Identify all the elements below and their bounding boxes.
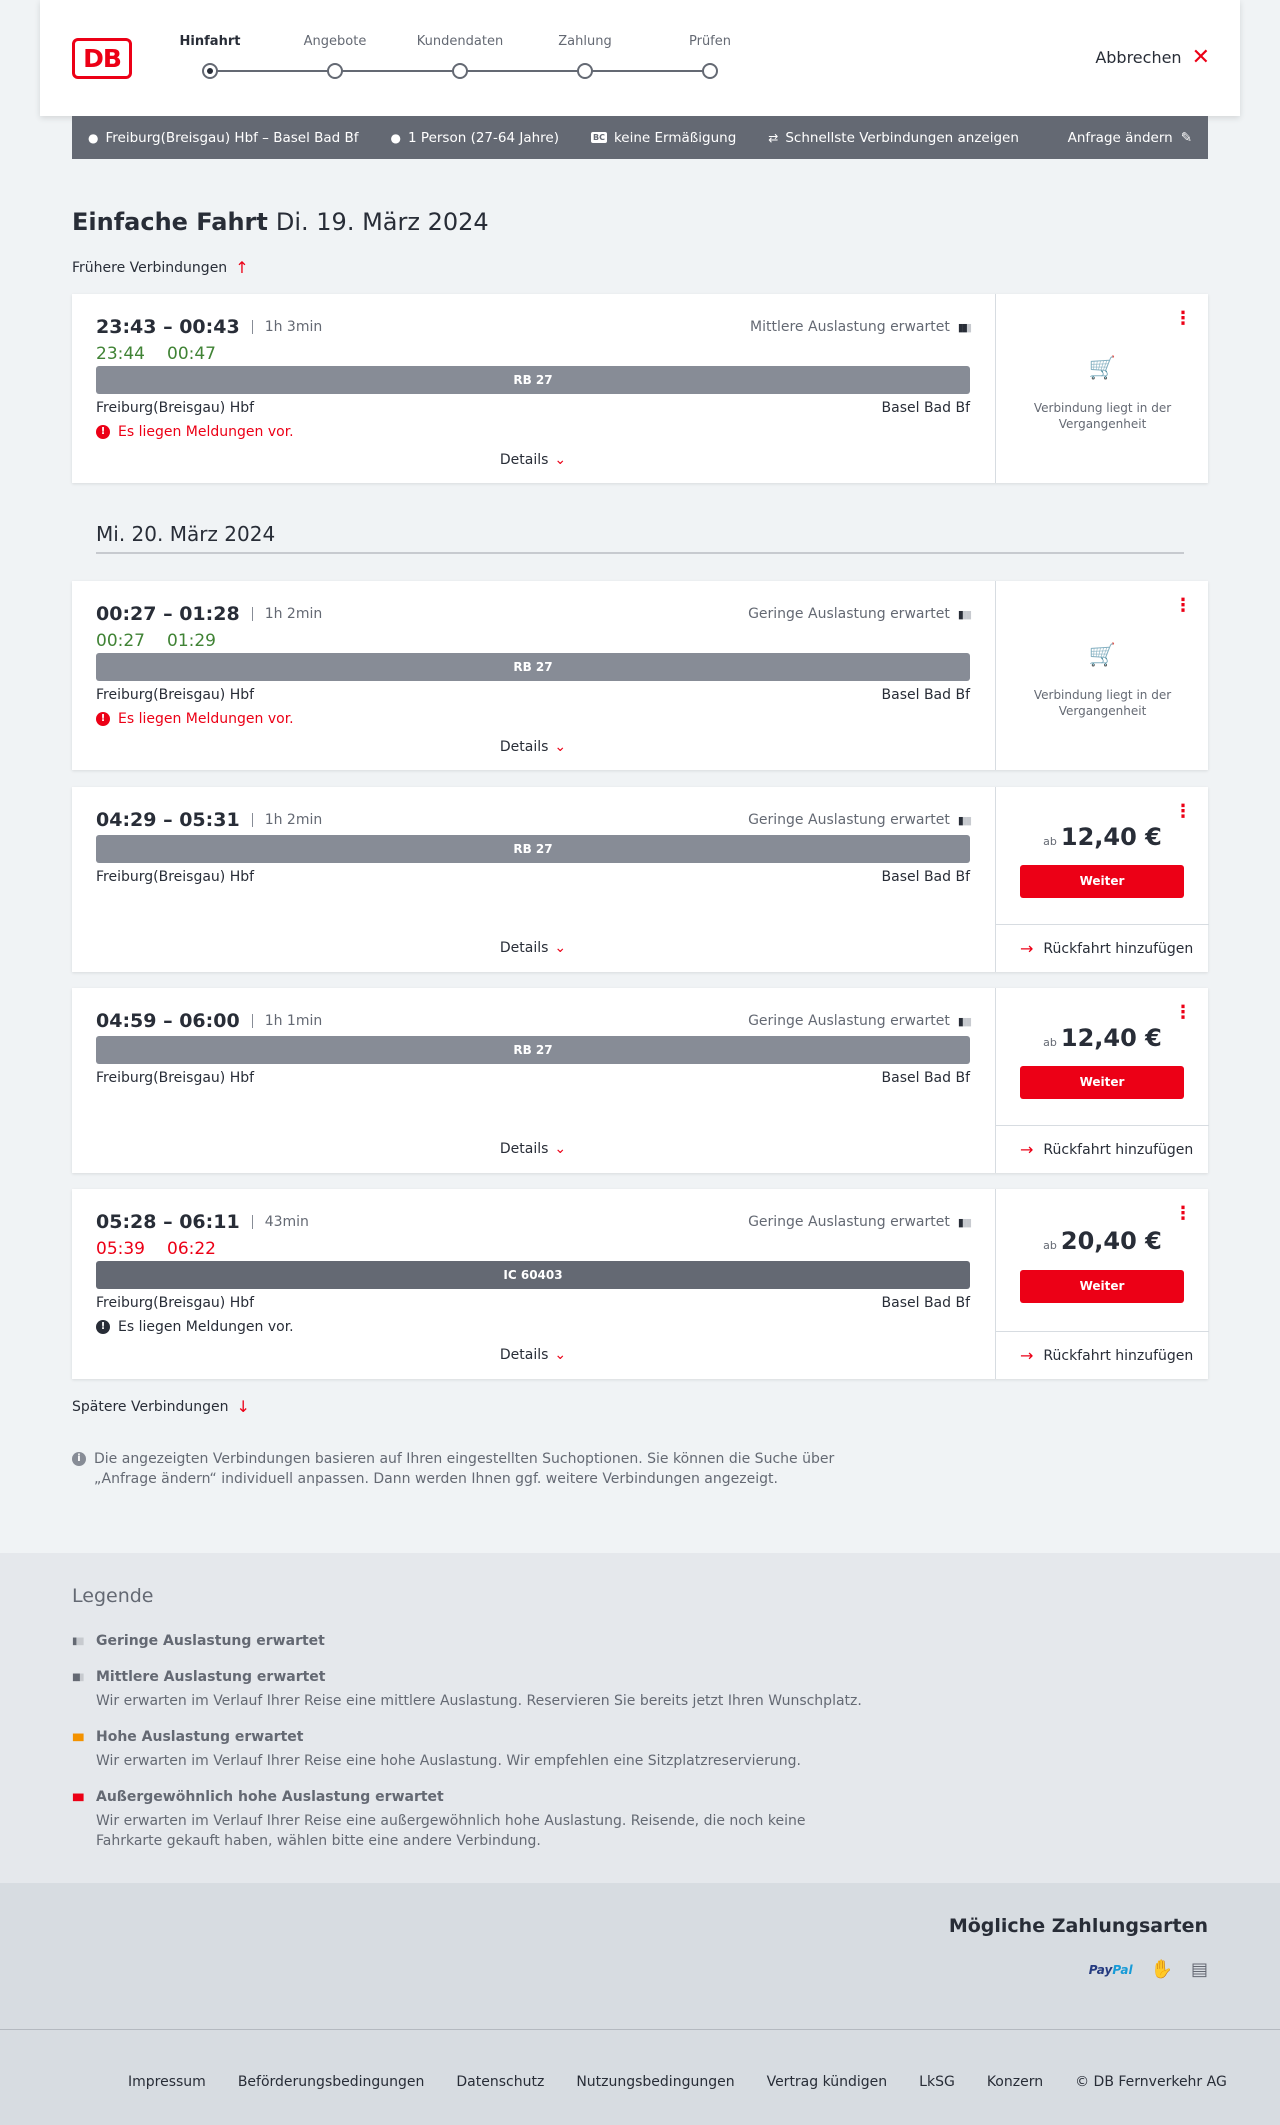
return-label: Rückfahrt hinzufügen [1043,1141,1194,1158]
connection-card [72,787,1208,972]
occupancy-low-icon: ▮▮▮ [957,607,970,621]
step-dot [577,63,593,79]
footer-link-konzern[interactable]: Konzern [986,2074,1044,2090]
legend-title: Legende [72,1585,154,1607]
station-row [96,687,970,703]
legend-label: Geringe Auslastung erwartet [96,1633,325,1649]
occupancy-text: Mittlere Auslastung erwartet [750,319,950,335]
legend-description: Wir erwarten im Verlauf Ihrer Reise eine mittlere Auslastung. Reservieren Sie bereits jetzt Ihren Wunschplatz. [96,1693,862,1709]
chevron-down-icon: ⌄ [554,940,567,956]
legend-label: Hohe Auslastung erwartet [96,1729,304,1745]
sepa-invoice-icon: ▤ [1190,1959,1208,1980]
disruption-message[interactable] [96,424,294,440]
step-pruefen [650,34,770,79]
connection-times [96,316,322,338]
continue-button[interactable]: Weiter [1020,1270,1184,1303]
scheduled-times: 04:29 – 05:31 [96,809,240,831]
add-return-trip-button[interactable] [996,924,1209,972]
legend-item-title [72,1669,872,1685]
header [40,0,1240,116]
realtime-departure: 23:44 [96,344,145,364]
copyright: © DB Fernverkehr AG [1075,2074,1227,2090]
step-label: Prüfen [688,34,731,49]
details-label: Details [499,1347,549,1363]
occupancy-indicator [748,1013,970,1029]
legend-item-low [72,1633,872,1649]
later-connections-link[interactable] [72,1397,250,1416]
connection-offer [995,1189,1208,1379]
price-prefix: ab [1043,1239,1057,1252]
earlier-label: Frühere Verbindungen [72,259,228,276]
day-separator: Mi. 20. März 2024 [96,522,1184,554]
step-label: Zahlung [558,34,612,49]
chevron-down-icon: ⌄ [554,739,567,755]
kebab-menu-icon[interactable]: ⋮ [1174,1002,1192,1023]
message-text: Es liegen Meldungen vor. [118,711,294,727]
legend-section [0,1553,1280,1883]
occupancy-text: Geringe Auslastung erwartet [748,812,950,828]
step-angebote [275,34,395,79]
realtime-arrival: 00:47 [167,344,216,364]
station-row [96,400,970,416]
occupancy-medium-icon: ▮▮▮ [72,1671,83,1683]
connection-offer [995,294,1208,483]
occupancy-indicator [748,606,970,622]
return-label: Rückfahrt hinzufügen [1043,1347,1194,1364]
paypal-icon [1089,1963,1133,1977]
scheduled-times: 23:43 – 00:43 [96,316,240,338]
details-label: Details [499,1141,549,1157]
continue-button[interactable]: Weiter [1020,1066,1184,1099]
pencil-icon: ✎ [1180,129,1192,146]
realtime-arrival: 06:22 [167,1239,216,1259]
close-icon: ✕ [1191,44,1210,70]
step-dot [452,63,468,79]
realtime-times [96,344,216,364]
departure-station: Freiburg(Breisgau) Hbf [96,400,255,416]
step-hinfahrt [150,34,270,79]
connection-offer [995,581,1208,770]
occupancy-low-icon: ▮▮▮ [957,1014,970,1028]
train-segment-bar: RB 27 [96,835,970,863]
connection-main [96,294,970,483]
details-label: Details [499,739,549,755]
legend-item-title [72,1633,872,1649]
persons-summary [391,130,559,146]
chevron-down-icon: ⌄ [554,1347,567,1363]
arrow-up-icon: ↑ [235,258,249,277]
realtime-times [96,1239,216,1259]
legend-item-title [72,1729,872,1745]
duration: 1h 3min [252,320,323,334]
step-kundendaten [400,34,520,79]
occupancy-indicator [750,319,970,335]
paypal-word-pal: Pal [1112,1962,1133,1977]
realtime-departure: 05:39 [96,1239,145,1259]
station-row [96,869,970,885]
legend-item-extreme [72,1789,872,1851]
step-dot [327,63,343,79]
duration: 1h 1min [252,1014,323,1028]
footer-link-impressum[interactable]: Impressum [128,2074,206,2090]
later-label: Spätere Verbindungen [72,1398,229,1415]
cart-unavailable-icon: 🛒 [1088,643,1117,668]
arrival-station: Basel Bad Bf [881,1295,970,1311]
disruption-message[interactable] [96,711,294,727]
footer-link-vertrag-kuendigen[interactable]: Vertrag kündigen [766,2074,888,2090]
train-segment-bar: RB 27 [96,366,970,394]
cart-unavailable-icon: 🛒 [1088,356,1117,381]
footer-link-nutzung[interactable]: Nutzungsbedingungen [576,2074,735,2090]
exclamation-circle-icon: ! [96,425,110,439]
kebab-menu-icon[interactable]: ⋮ [1174,308,1192,329]
connection-offer [995,988,1208,1173]
step-dot-active [202,63,218,79]
connection-main [96,581,970,770]
realtime-departure: 00:27 [96,631,145,651]
details-toggle[interactable] [96,1141,970,1157]
past-connection-note: Verbindung liegt in der Vergangenheit [1033,688,1172,718]
fastest-summary [768,130,1019,146]
occupancy-text: Geringe Auslastung erwartet [748,606,950,622]
price [996,1227,1209,1255]
step-label: Angebote [303,34,367,49]
credit-card-icon: ✋ [1150,1959,1173,1980]
arrival-station: Basel Bad Bf [881,1070,970,1086]
legend-label: Außergewöhnlich hohe Auslastung erwartet [96,1789,444,1805]
edit-request-button[interactable] [1068,130,1192,146]
payment-title: Mögliche Zahlungsarten [948,1915,1208,1937]
step-zahlung [525,34,645,79]
paypal-word-pay: Pay [1088,1962,1113,1977]
footer-links [128,2074,1227,2090]
footer [0,2029,1280,2125]
departure-station: Freiburg(Breisgau) Hbf [96,1070,255,1086]
details-toggle[interactable] [96,739,970,755]
connection-main [96,1189,970,1379]
discount-summary [591,130,736,146]
arrival-station: Basel Bad Bf [881,869,970,885]
departure-station: Freiburg(Breisgau) Hbf [96,869,255,885]
station-row [96,1295,970,1311]
add-return-trip-button[interactable] [996,1331,1209,1379]
duration: 43min [252,1215,309,1229]
price-prefix: ab [1043,835,1057,848]
kebab-menu-icon[interactable]: ⋮ [1174,1203,1192,1224]
info-icon: i [72,1452,86,1466]
step-dot [702,63,718,79]
message-text: Es liegen Meldungen vor. [118,424,294,440]
step-label: Hinfahrt [179,34,241,49]
connection-times [96,603,322,625]
connection-main [96,787,970,972]
exclamation-circle-icon: ! [96,1320,110,1334]
db-logo[interactable]: DB [72,38,132,79]
connection-card [72,581,1208,770]
train-segment-bar: RB 27 [96,653,970,681]
price-value: 20,40 € [1060,1227,1162,1255]
step-label: Kundendaten [416,34,504,49]
train-segment-bar: RB 27 [96,1036,970,1064]
connection-times [96,1211,309,1233]
connection-card [72,1189,1208,1379]
footer-link-datenschutz[interactable]: Datenschutz [456,2074,545,2090]
occupancy-text: Geringe Auslastung erwartet [748,1214,950,1230]
details-toggle[interactable] [96,452,970,468]
search-info-note [72,1449,872,1489]
person-icon: ● [390,130,402,145]
station-row [96,1070,970,1086]
chevron-down-icon: ⌄ [554,452,567,468]
fastest-text: Schnellste Verbindungen anzeigen [785,129,1019,146]
price-value: 12,40 € [1060,823,1162,851]
connection-card [72,988,1208,1173]
trip-date: Di. 19. März 2024 [275,208,489,236]
arrow-right-icon: → [1020,1140,1034,1159]
footer-link-befoerderung[interactable]: Beförderungsbedingungen [237,2074,425,2090]
scheduled-times: 04:59 – 06:00 [96,1010,240,1032]
details-toggle[interactable] [96,1347,970,1363]
price-value: 12,40 € [1060,1024,1162,1052]
train-segment-bar: IC 60403 [96,1261,970,1289]
occupancy-text: Geringe Auslastung erwartet [748,1013,950,1029]
route-summary [88,130,359,146]
cancel-label: Abbrechen [1095,48,1182,67]
progress-stepper [179,34,731,84]
details-label: Details [499,452,549,468]
details-label: Details [499,940,549,956]
chevron-down-icon: ⌄ [554,1141,567,1157]
occupancy-low-icon: ▮▮▮ [957,1215,970,1229]
payment-methods-section [0,1883,1280,2029]
arrival-station: Basel Bad Bf [881,400,970,416]
arrow-right-icon: → [1020,939,1034,958]
connection-offer [995,787,1208,972]
realtime-times [96,631,216,651]
legend-label: Mittlere Auslastung erwartet [96,1669,326,1685]
price [996,823,1209,851]
kebab-menu-icon[interactable]: ⋮ [1174,801,1192,822]
payment-icons [1089,1959,1208,1980]
duration: 1h 2min [252,607,323,621]
connection-times [96,1010,322,1032]
location-pin-icon: ● [88,130,99,145]
arrival-station: Basel Bad Bf [881,687,970,703]
swap-arrows-icon: ⇄ [768,130,779,145]
price-prefix: ab [1043,1036,1057,1049]
departure-station: Freiburg(Breisgau) Hbf [96,687,255,703]
route-text: Freiburg(Breisgau) Hbf – Basel Bad Bf [105,129,359,146]
connection-times [96,809,322,831]
occupancy-low-icon: ▮▮▮ [72,1635,83,1647]
legend-description: Wir erwarten im Verlauf Ihrer Reise eine außergewöhnlich hohe Auslastung. Reisende, die noch keine Fahrkarte gekauft haben, wählen bitte eine andere Verbindung. [96,1813,806,1849]
earlier-connections-link[interactable] [72,258,249,277]
occupancy-low-icon: ▮▮▮ [957,813,970,827]
details-toggle[interactable] [96,940,970,956]
duration: 1h 2min [252,813,323,827]
trip-type: Einfache Fahrt [72,208,268,236]
exclamation-circle-icon: ! [96,712,110,726]
scheduled-times: 00:27 – 01:28 [96,603,240,625]
footer-link-lksg[interactable]: LkSG [919,2074,955,2090]
return-label: Rückfahrt hinzufügen [1043,940,1194,957]
info-message[interactable] [96,1319,294,1335]
occupancy-medium-icon: ▮▮▮ [957,320,970,334]
bahncard-icon: BC [593,133,605,142]
legend-item-medium [72,1669,872,1711]
legend-description: Wir erwarten im Verlauf Ihrer Reise eine hohe Auslastung. Wir empfehlen eine Sitzplatzreservierung. [96,1753,801,1769]
occupancy-indicator [748,812,970,828]
edit-request-label: Anfrage ändern [1067,129,1173,146]
info-text: Die angezeigten Verbindungen basieren auf Ihren eingestellten Suchoptionen. Sie können die Suche über „Anfrage ändern“ individuell anpassen. Dann werden Ihnen ggf. weitere Verbindungen angezeigt. [94,1451,835,1487]
legend-item-high [72,1729,872,1771]
realtime-arrival: 01:29 [167,631,216,651]
arrow-right-icon: → [1020,1346,1034,1365]
kebab-menu-icon[interactable]: ⋮ [1174,595,1192,616]
page-title [72,208,489,236]
occupancy-extreme-icon: ▮▮▮ [72,1791,83,1803]
past-connection-note: Verbindung liegt in der Vergangenheit [1033,401,1172,431]
departure-station: Freiburg(Breisgau) Hbf [96,1295,255,1311]
occupancy-indicator [748,1214,970,1230]
discount-text: keine Ermäßigung [613,129,737,146]
continue-button[interactable]: Weiter [1020,865,1184,898]
search-summary-bar [72,116,1208,159]
connection-card [72,294,1208,483]
cancel-button[interactable] [1095,44,1210,70]
add-return-trip-button[interactable] [996,1125,1209,1173]
occupancy-high-icon: ▮▮▮ [72,1731,83,1743]
price [996,1024,1209,1052]
arrow-down-icon: ↓ [236,1397,250,1416]
persons-text: 1 Person (27-64 Jahre) [408,129,559,146]
message-text: Es liegen Meldungen vor. [118,1319,294,1335]
connection-main [96,988,970,1173]
legend-item-title [72,1789,872,1805]
scheduled-times: 05:28 – 06:11 [96,1211,240,1233]
